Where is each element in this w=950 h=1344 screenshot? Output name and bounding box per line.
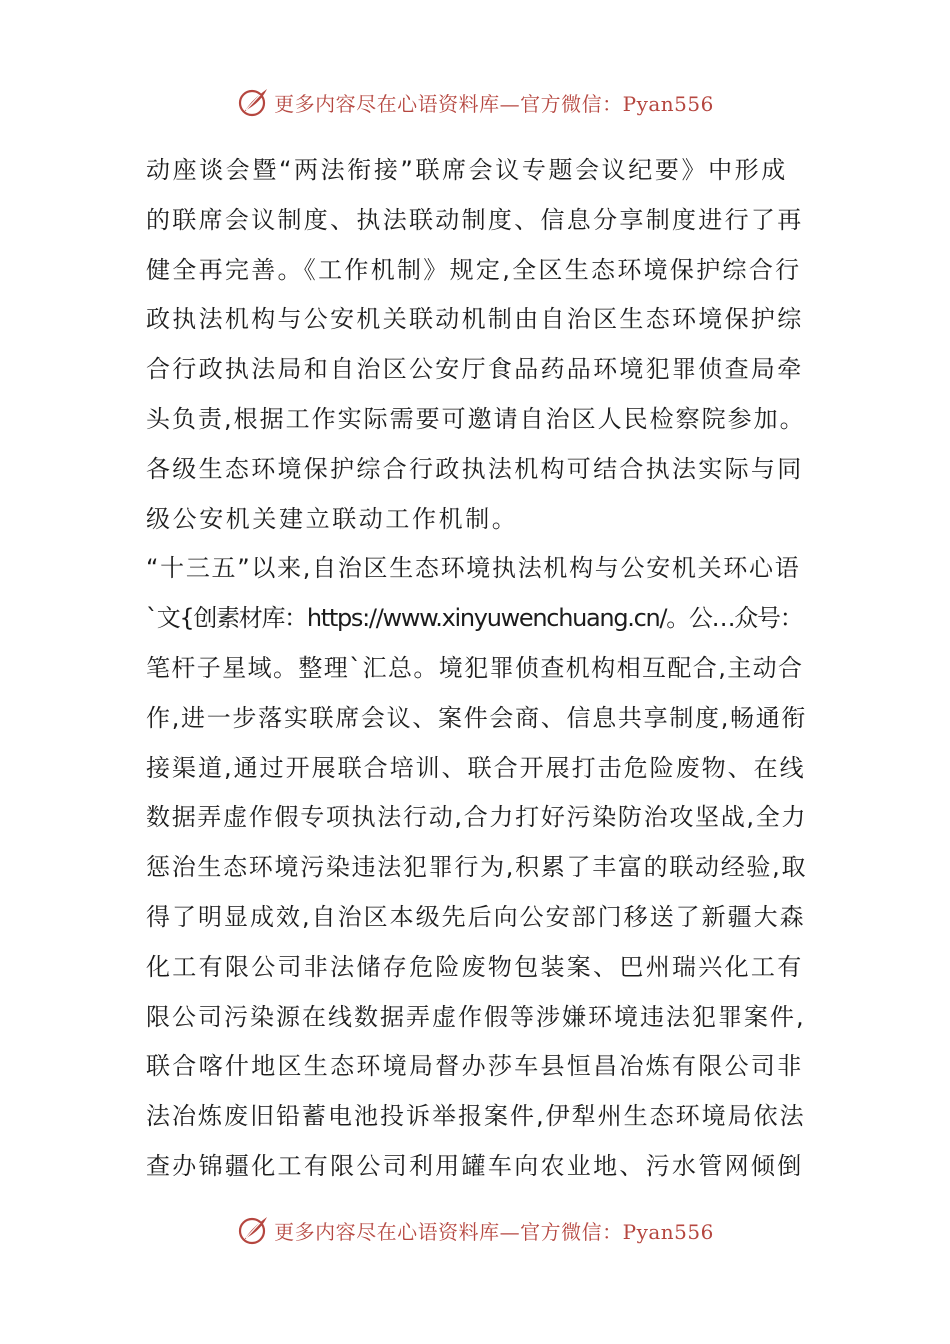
- text-line: 健全再完善。《工作机制》规定,全区生态环境保护综合行: [146, 255, 802, 284]
- text-line: 级公安机关建立联动工作机制。: [146, 504, 519, 533]
- text-line: 限公司污染源在线数据弄虚作假等涉嫌环境违法犯罪案件,: [146, 1002, 806, 1031]
- text-line: 联合喀什地区生态环境局督办莎车县恒昌冶炼有限公司非: [146, 1052, 804, 1081]
- text-line: 法冶炼废旧铅蓄电池投诉举报案件,伊犁州生态环境局依法: [146, 1102, 806, 1131]
- text-line: 查办锦疆化工有限公司利用罐车向农业地、污水管网倾倒: [146, 1151, 804, 1180]
- text-line-url: `文{创素材库：https://www.xinyuwenchuang.cn/。公…众号：: [146, 604, 803, 633]
- text-line: 政执法机构与公安机关联动机制由自治区生态环境保护综: [146, 305, 804, 334]
- header-banner: [0, 82, 950, 122]
- quill-circle-icon: [236, 1213, 270, 1247]
- text-line: 的联席会议制度、执法联动制度、信息分享制度进行了再: [146, 205, 804, 234]
- quill-circle-icon: [236, 85, 270, 119]
- text-line: 化工有限公司非法储存危险废物包装案、巴州瑞兴化工有: [146, 952, 804, 981]
- text-line: 接渠道,通过开展联合培训、联合开展打击危险废物、在线: [146, 753, 806, 782]
- text-line: 作,进一步落实联席会议、案件会商、信息共享制度,畅通衔: [146, 703, 808, 732]
- text-line: 各级生态环境保护综合行政执法机构可结合执法实际与同: [146, 454, 804, 483]
- text-line: “十三五”以来,自治区生态环境执法机构与公安机关环心语: [146, 554, 801, 583]
- banner-text: 更多内容尽在心语资料库—官方微信：Pyan556: [274, 1219, 714, 1244]
- text-line: 合行政执法局和自治区公安厅食品药品环境犯罪侦查局牵: [146, 355, 804, 384]
- text-line: 笔杆子星域。整理`汇总。境犯罪侦查机构相互配合,主动合: [146, 653, 804, 682]
- banner-text: 更多内容尽在心语资料库—官方微信：Pyan556: [274, 91, 714, 116]
- document-body: [146, 146, 808, 1192]
- text-line: 数据弄虚作假专项执法行动,合力打好污染防治攻坚战,全力: [146, 803, 808, 832]
- text-line: 头负责,根据工作实际需要可邀请自治区人民检察院参加。: [146, 404, 806, 433]
- text-line: 惩治生态环境污染违法犯罪行为,积累了丰富的联动经验,取: [146, 853, 808, 882]
- text-line: 得了明显成效,自治区本级先后向公安部门移送了新疆大森: [146, 902, 806, 931]
- footer-banner: [0, 1210, 950, 1250]
- text-line: 动座谈会暨“两法衔接”联席会议专题会议纪要》中形成: [146, 156, 788, 184]
